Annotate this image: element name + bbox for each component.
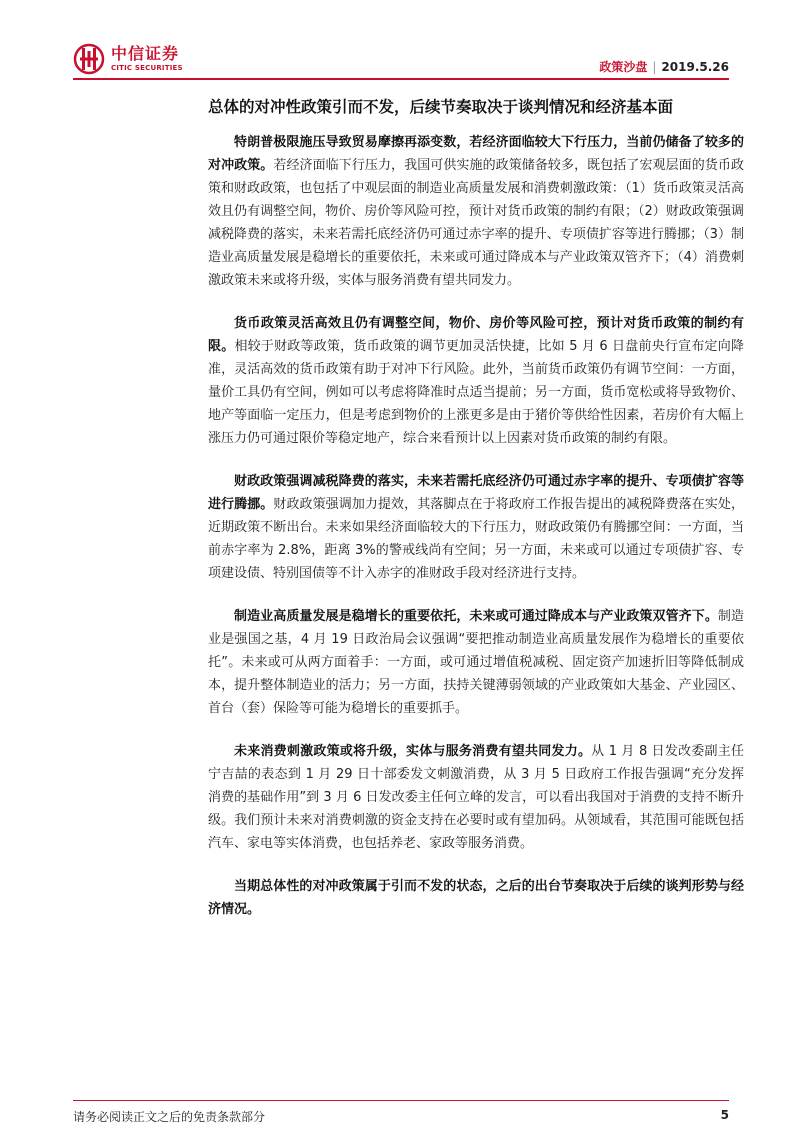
header-separator: | [652,59,657,74]
paragraph-consumption [208,740,744,855]
report-info [599,58,729,75]
header-divider [73,78,729,80]
footer-divider [73,1100,729,1101]
citic-logo [73,43,183,75]
report-type: 政策沙盘 [599,60,648,74]
logo-english-name: CITIC SECURITIES [111,64,183,72]
section-title: 总体的对冲性政策引而不发，后续节奏取决于谈判情况和经济基本面 [208,98,674,116]
paragraph-body: 从 1 月 8 日发改委副主任宁吉喆的表态到 1 月 29 日十部委发文刺激消费，从 3 月 5 日政府工作报告强调“充分发挥消费的基础作用”到 3 月 6 日发改委主任何立峰的发言，可以看出我国对于消费的支持不断升级。我们预计未来对消费刺激的资金支持在必要时或有望加码。从领域看，其范围可能既包括汽车、家电等实体消费，也包括养老、家政等服务消费。 [208,744,744,851]
paragraph-body: 财政政策强调加力提效，其落脚点在于将政府工作报告提出的减税降费落在实处，近期政策不断出台。未来如果经济面临较大的下行压力，财政政策仍有腾挪空间：一方面，当前赤字率为 2.8%，距离 3%的警戒线尚有空间；另一方面，未来或可以通过专项债扩容、专项建设债、特别国债等不计入赤字的准财政手段对经济进行支持。 [208,497,744,581]
paragraph-trade-friction [208,131,744,292]
paragraph-lead: 财政政策强调减税降费的落实，未来若需托底经济仍可通过赤字率的提升、专项债扩容等进行腾挪。 [208,474,744,512]
paragraph-body: 制造业是强国之基，4 月 19 日政治局会议强调“要把推动制造业高质量发展作为稳增长的重要依托”。未来或可从两方面着手：一方面，或可通过增值税减税、固定资产加速折旧等降低制成本，提升整体制造业的活力；另一方面，扶持关键薄弱领域的产业政策如大基金、产业园区、首台（套）保险等可能为稳增长的重要抓手。 [208,609,744,716]
report-date: 2019.5.26 [661,59,729,74]
paragraph-body: 相较于财政等政策，货币政策的调节更加灵活快捷，比如 5 月 6 日盘前央行宣布定向降准，灵活高效的货币政策有助于对冲下行风险。此外，当前货币政策仍有调节空间：一方面，量价工具仍有空间，例如可以考虑将降准时点适当提前；另一方面，货币宽松或将导致物价、地产等面临一定压力，但是考虑到物价的上涨更多是由于猪价等供给性因素，若房价有大幅上涨压力仍可通过限价等稳定地产，综合来看预计以上因素对货币政策的制约有限。 [208,339,744,446]
paragraph-lead: 货币政策灵活高效且仍有调整空间，物价、房价等风险可控，预计对货币政策的制约有限。 [208,316,744,354]
main-content [208,96,744,941]
paragraph-lead: 当期总体性的对冲政策属于引而不发的状态，之后的出台节奏取决于后续的谈判形势与经济情况。 [208,879,744,917]
paragraph-lead: 特朗普极限施压导致贸易摩擦再添变数，若经济面临较大下行压力，当前仍储备了较多的对冲政策。 [208,135,744,173]
paragraph-lead: 制造业高质量发展是稳增长的重要依托，未来或可通过降成本与产业政策双管齐下。 [234,609,718,624]
page-number: 5 [720,1108,729,1122]
page-header [0,0,802,90]
paragraph-manufacturing [208,605,744,720]
paragraph-fiscal-policy [208,470,744,585]
citic-logo-icon [73,43,107,75]
logo-chinese-name: 中信证券 [111,44,180,63]
paragraph-body: 若经济面临下行压力，我国可供实施的政策储备较多，既包括了宏观层面的货币政策和财政政策，也包括了中观层面的制造业高质量发展和消费刺激政策：（1）货币政策灵活高效且仍有调整空间，物价、房价等风险可控，预计对货币政策的制约有限；（2）财政政策强调减税降费的落实，未来若需托底经济仍可通过赤字率的提升、专项债扩容等进行腾挪；（3）制造业高质量发展是稳增长的重要依托，未来或可通过降成本与产业政策双管齐下；（4）消费刺激政策未来或将升级，实体与服务消费有望共同发力。 [208,158,744,288]
paragraph-conclusion [208,875,744,921]
paragraph-lead: 未来消费刺激政策或将升级，实体与服务消费有望共同发力。 [234,744,592,759]
paragraph-monetary-policy [208,312,744,450]
disclaimer-note: 请务必阅读正文之后的免责条款部分 [73,1110,266,1124]
